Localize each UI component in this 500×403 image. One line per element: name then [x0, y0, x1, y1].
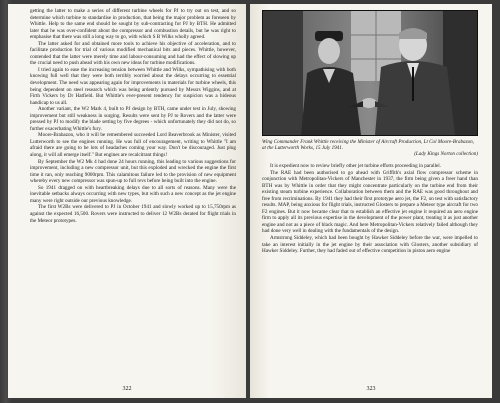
right-page-number: 323 [366, 386, 376, 392]
left-paragraph-5: Moore-Brabazon, who it will be remembered succeeded Lord Beaverbrook as Minister, visited Lutterworth to see the engines running. He was full of encouragement, writing to Whittle "I am afraid there are going to be lots of headaches coming your way. Don't be discouraged. Just plug along, it will all emerge itself." But engines are recalcitrant things! [30, 132, 236, 159]
left-page-number: 322 [122, 386, 132, 392]
left-paragraph-2: The latter asked for and obtained more tools to achieve his objective of acceleration, and to facilitate production for trial of various modified mechanical bits and pieces. Whittle, however, contended that the latter were merely time and labour-consuming and had the effect of slowing up the crucial need to push ahead with his own new ideas for turbine modifications. [30, 40, 236, 67]
right-paragraph-3: Armstrong Siddeley, which had been bought by Hawker Siddeley before the war, were impelled to take an interest initially in the jet engine by their association with Glosters, another subsidiary of Hawker Siddeley. Further, they had faded out of effective competition in piston aero engine [262, 235, 478, 255]
left-paragraph-4: Another variant, the W2 Mark 4, built to PJ design by BTH, came under test in July, showing improvement but still weakness in surging. Results were sent by PJ to Rovers and the latter were pressed by PJ to modify the blade setting by five degrees - which unfortunately they did not do, so further exacerbating Whittle's fury. [30, 106, 236, 132]
caption-text: Wing Commander Frank Whittle receiving the Minister of Aircraft Production, Lt Col Moore-Brabazon, at the Lutterworth Works, 15 July 1941. [262, 139, 474, 151]
photo-illustration [263, 11, 477, 135]
left-paragraph-7: So 1941 dragged on with heartbreaking delays due to all sorts of reasons. Many were the inevitable setbacks always occurring with new types, but with such a new concept as the jet engine many were right outside our previous knowledge. [30, 184, 236, 204]
left-paragraph-1: getting the latter to make a series of different turbine wheels for PJ to try out on test, and so determine which turbine to standardise in production, that being the major problem as foreseen by Whittle. Help to the same end should be sought by sub-contracting for PJ by BTH. He admitted later that he was over-confident about the compressor and combustion details, but he was right to emphasise that there was still a long way to go, with which S B Wilks wholly agreed. [30, 8, 236, 41]
left-paragraph-6: By September the W2 Mk 4 had done 24 hours running, this leading to various suggestions for improvement, including a new compressor unit, but this exploded and wrecked the engine the first time it ran, only reaching 9000rpm. This calamitous failure led to the provision of new equipment whereby every new compressor was spun-up to full revs before being built into the engine. [30, 158, 236, 185]
historical-photo [262, 10, 478, 136]
right-paragraph-2: The RAE had been authorised to go ahead with Griffith's axial flow compressor scheme in conjunction with Metropolitan-Vickers of Manchester in 1937, the firm being given a freer hand than BTH was by Whittle in order that they might concentrate particularly on the turbine end from their existing steam turbine experience. Collaboration between them and the RAE was good throughout and free from recriminations. By 1941 they had their first prototype aero jet, the F2, on test with satisfactory results. MAP, being anxious for flight trials, instructed Glosters to prepare a Meteor type aircraft for two F2 engines. But it now became clear that to establish an effective jet engine it required an aero engine firm to apply all its previous expertise in the development of the power plant, treating it as just another engine and not as a piece of black magic. And here Metropolitan-Vickers relatively failed although they had done very well in dealing with the fundamentals of the design. [262, 169, 478, 235]
photo-credit: (Lady Kings Norton collection) [414, 151, 478, 157]
right-page [250, 4, 492, 398]
photo-caption [262, 139, 478, 157]
left-page [8, 4, 246, 398]
left-paragraph-8: The first W2Bs were delivered to PJ in October 1941 and slowly worked up to 15,750rpm as against the expected 16,500. Rovers were instructed to deliver 12 W2Bs derated for flight trials in the Meteor prototypes. [30, 204, 236, 224]
left-paragraph-3: I tried again to ease the increasing tension between Whittle and Wilks, sympathising with both knowing full well that they were both terribly worried about the delays occurring to essential development. The need was appearing again for improvements in materials for turbine wheels, this being dependent on steel research which was being ardently pursued by Messrs Wiggins, and at Firth Vickers by Dr Hatfield. But Whittle's ever-present tendency for suspicion was a hideous handicap to us all. [30, 66, 236, 106]
right-paragraph-1: It is expedient now to review briefly other jet turbine efforts proceeding in parallel. [270, 163, 441, 169]
